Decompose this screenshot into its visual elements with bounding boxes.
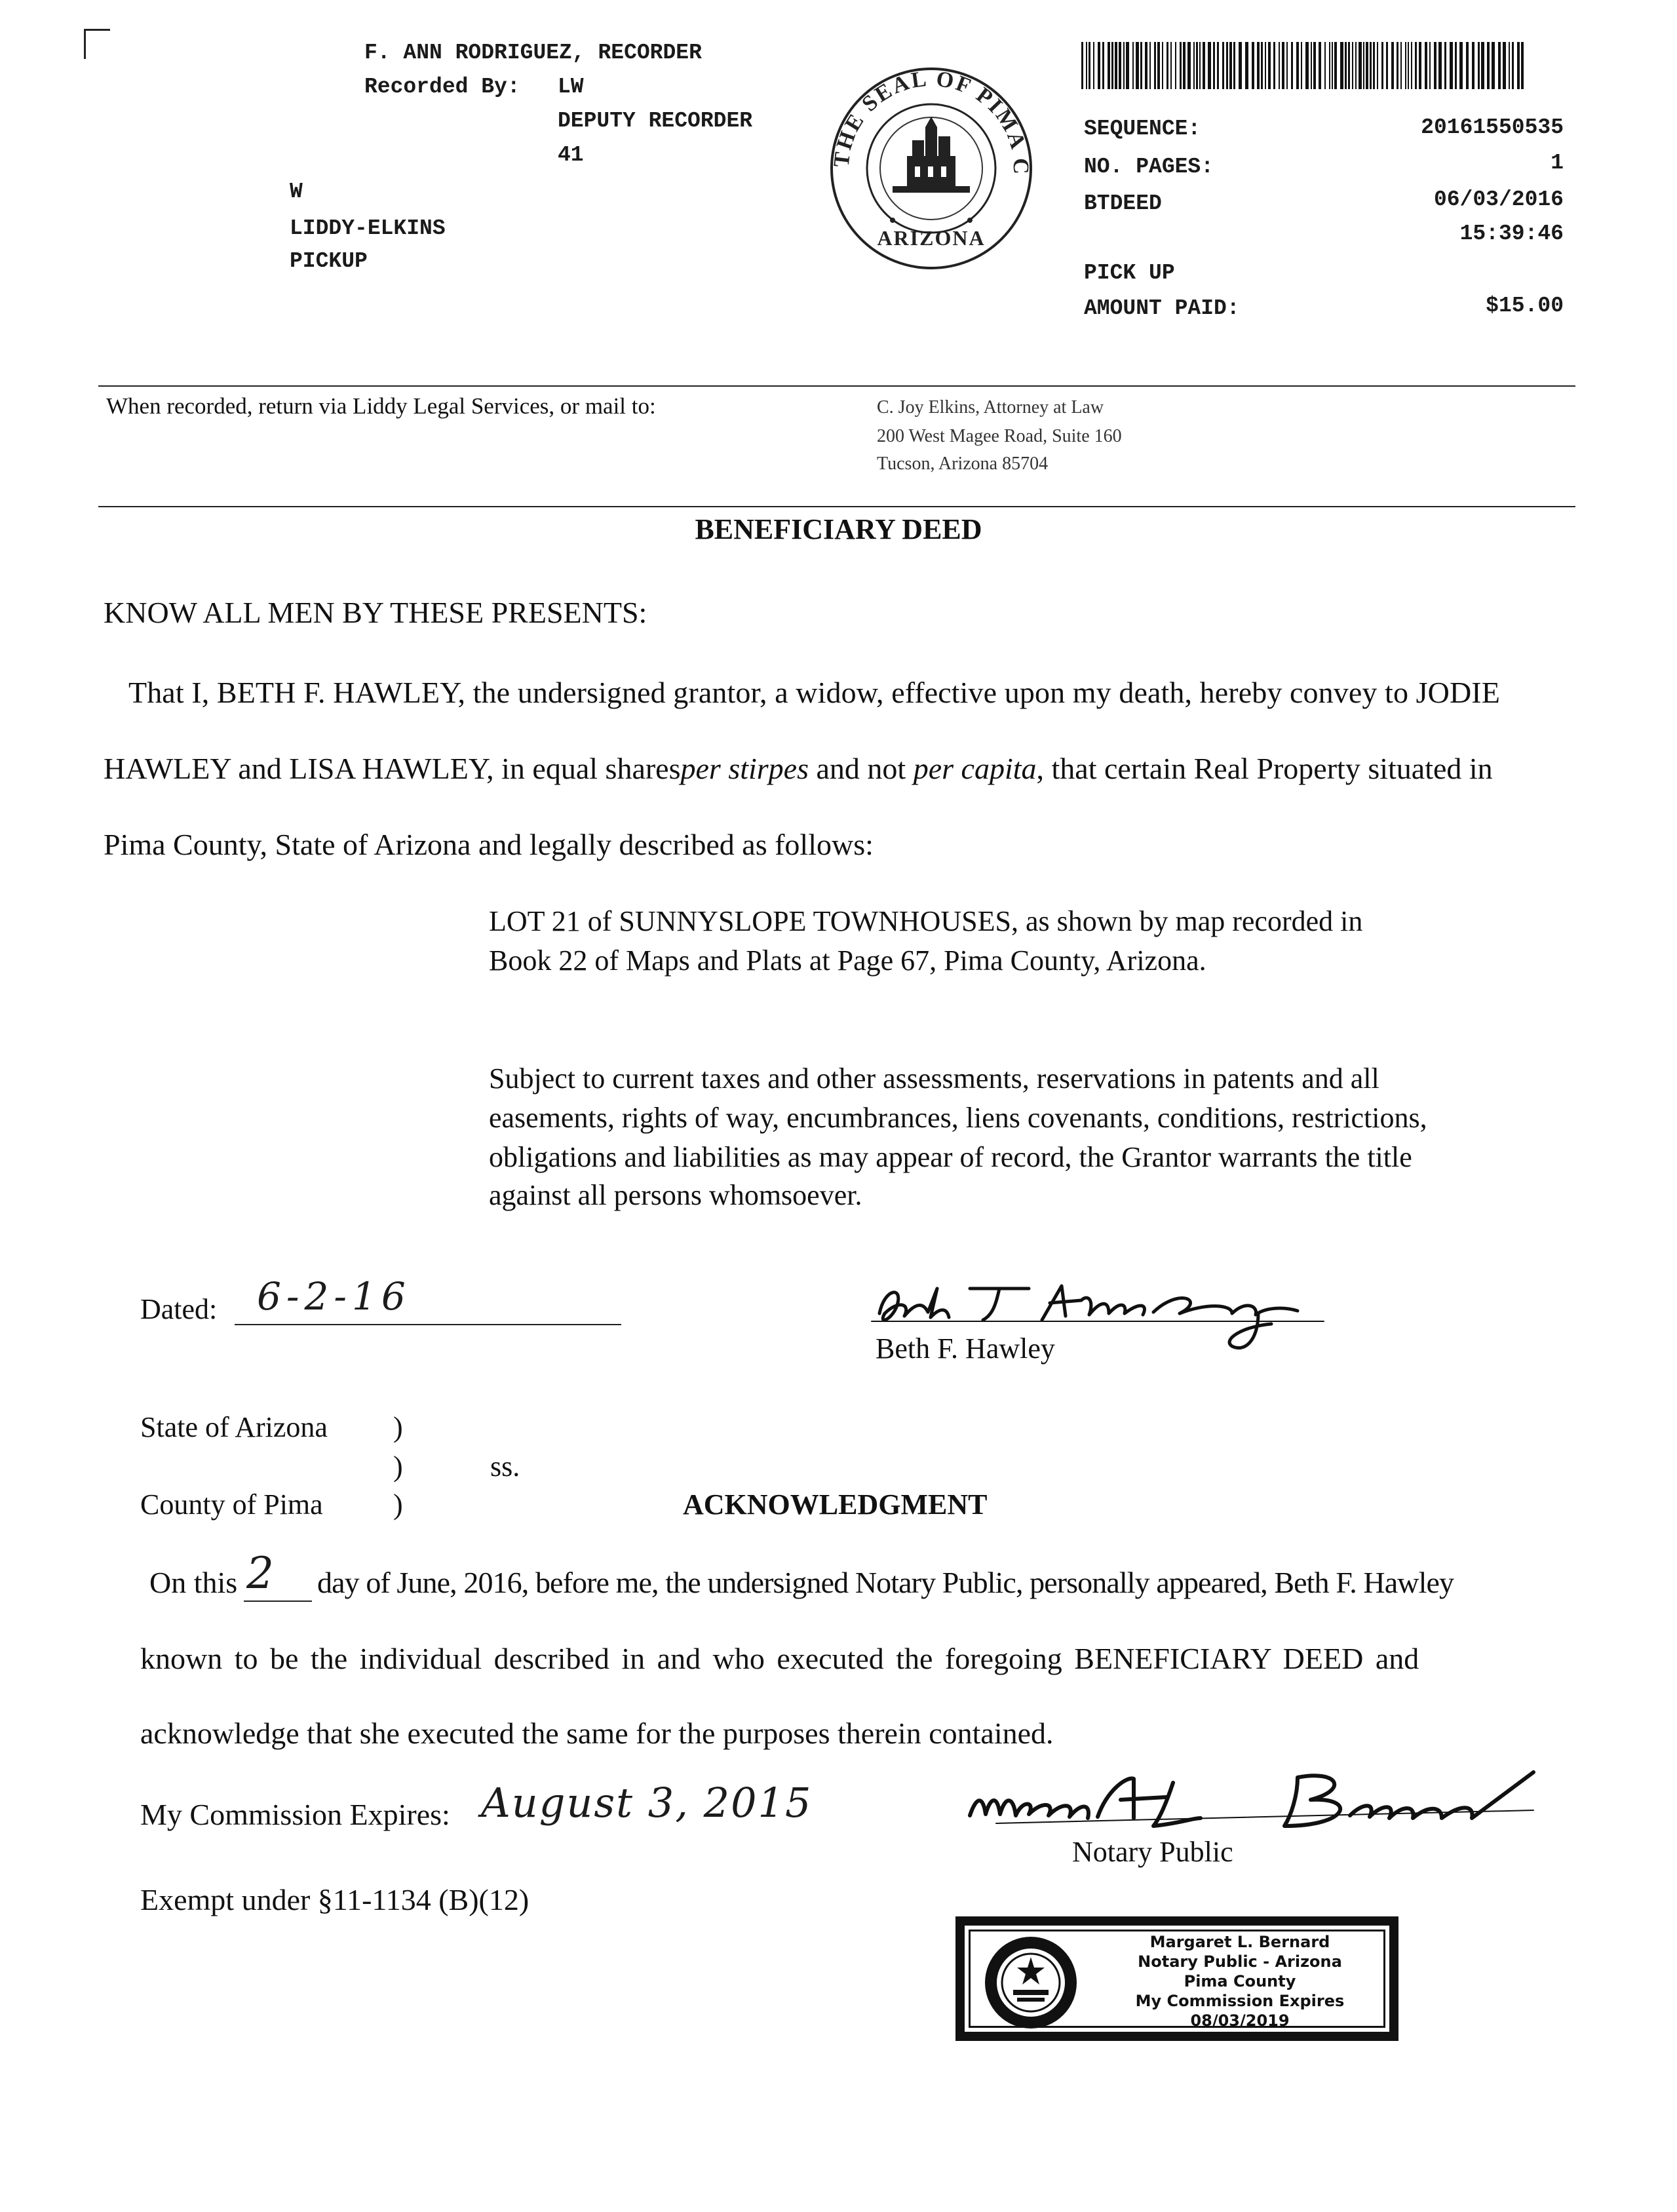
stamp-title: Notary Public - Arizona — [1138, 1952, 1342, 1971]
legal-description-line2: Book 22 of Maps and Plats at Page 67, Pima County, Arizona. — [489, 944, 1206, 977]
county-label: County of Pima — [140, 1488, 323, 1521]
ack-line2: known to be the individual described in and who executed the foregoing BENEFICIARY DEED and — [140, 1642, 1419, 1675]
dated-value: 6-2-16 — [257, 1274, 411, 1319]
subject-line4: against all persons whomsoever. — [489, 1179, 862, 1211]
return-address-line2: 200 West Magee Road, Suite 160 — [877, 426, 1122, 446]
commission-label: My Commission Expires: — [140, 1798, 450, 1831]
pages-label: NO. PAGES: — [1084, 155, 1214, 179]
subject-line3: obligations and liabilities as may appear of record, the Grantor warrants the title — [489, 1141, 1412, 1173]
deed-para-line2-a: HAWLEY and LISA HAWLEY, in equal shares — [104, 752, 681, 785]
subject-line2: easements, rights of way, encumbrances, liens covenants, conditions, restrictions, — [489, 1102, 1427, 1134]
state-label: State of Arizona — [140, 1411, 328, 1443]
venue-ss: ss. — [490, 1450, 520, 1483]
header-rule — [98, 385, 1575, 387]
venue-paren-3: ) — [393, 1488, 403, 1521]
legal-description-line1: LOT 21 of SUNNYSLOPE TOWNHOUSES, as shown by map recorded in — [489, 905, 1363, 937]
deed-para-line2-e: , that certain Real Property situated in — [1036, 752, 1493, 785]
recording-time: 15:39:46 — [1459, 222, 1564, 246]
recorded-by-value: LW — [558, 75, 584, 99]
amount-paid-label: AMOUNT PAID: — [1084, 296, 1240, 320]
deputy-number: 41 — [558, 143, 584, 167]
grantor-name: Beth F. Hawley — [876, 1332, 1055, 1365]
svg-text:ARIZONA: ARIZONA — [877, 226, 986, 250]
subject-line1: Subject to current taxes and other assessments, reservations in patents and all — [489, 1062, 1379, 1095]
venue-paren-1: ) — [393, 1411, 403, 1443]
return-address-line1: C. Joy Elkins, Attorney at Law — [877, 397, 1104, 417]
ack-line3: acknowledge that she executed the same for the purposes therein contained. — [140, 1717, 1054, 1750]
recorder-code: W — [290, 180, 303, 204]
sequence-value: 20161550535 — [1421, 115, 1564, 140]
corner-mark — [84, 29, 110, 59]
venue-paren-2: ) — [393, 1450, 403, 1483]
deed-para-line3: Pima County, State of Arizona and legally described as follows: — [104, 828, 874, 861]
recorder-line1: F. ANN RODRIGUEZ, RECORDER — [364, 41, 702, 65]
commission-value: August 3, 2015 — [481, 1779, 813, 1827]
sequence-label: SEQUENCE: — [1084, 117, 1201, 141]
dated-label: Dated: — [140, 1293, 218, 1325]
notary-stamp — [955, 1916, 1398, 2041]
return-rule — [98, 506, 1575, 507]
ack-line1: day of June, 2016, before me, the undersigned Notary Public, personally appeared, Beth F. Hawley — [317, 1566, 1454, 1599]
return-address-line3: Tucson, Arizona 85704 — [877, 454, 1049, 474]
ack-on-this: On this — [149, 1566, 238, 1599]
deed-title: BENEFICIARY DEED — [695, 513, 982, 545]
return-label: When recorded, return via Liddy Legal Services, or mail to: — [106, 393, 656, 419]
notary-stamp-seal — [983, 1935, 1079, 2030]
notary-signature — [957, 1763, 1547, 1861]
deed-para-line1: That I, BETH F. HAWLEY, the undersigned grantor, a widow, effective upon my death, hereby convey to JODIE — [128, 676, 1500, 709]
recorder-party: LIDDY-ELKINS — [290, 216, 446, 241]
stamp-county: Pima County — [1184, 1972, 1296, 1990]
stamp-commission-date: 08/03/2019 — [1190, 2011, 1290, 2030]
dated-underline — [235, 1324, 621, 1325]
deed-para-line2-c: and not — [816, 752, 906, 785]
deputy-recorder: DEPUTY RECORDER — [558, 109, 753, 133]
recording-date: 06/03/2016 — [1433, 187, 1564, 212]
stamp-commission-label: My Commission Expires — [1135, 1992, 1345, 2010]
svg-text:THE SEAL OF PIMA COUNTY: THE SEAL OF PIMA C — [829, 66, 1033, 177]
pima-county-seal — [827, 64, 1035, 273]
acknowledgment-title: ACKNOWLEDGMENT — [683, 1488, 988, 1521]
ack-day-value: 2 — [246, 1548, 274, 1599]
exempt-statement: Exempt under §11-1134 (B)(12) — [140, 1883, 530, 1916]
recorded-by-label: Recorded By: — [364, 75, 520, 99]
amount-paid-value: $15.00 — [1486, 294, 1564, 318]
deed-opening: KNOW ALL MEN BY THESE PRESENTS: — [104, 596, 647, 629]
per-capita: per capita — [913, 752, 1037, 785]
per-stirpes: per stirpes — [680, 752, 809, 785]
recorder-delivery: PICKUP — [290, 249, 368, 273]
document-type: BTDEED — [1084, 191, 1162, 216]
recording-barcode — [1081, 42, 1527, 89]
stamp-name: Margaret L. Bernard — [1149, 1933, 1330, 1951]
deed-para-line2 — [104, 751, 1493, 786]
pages-value: 1 — [1551, 151, 1564, 175]
ack-day-underline — [244, 1601, 312, 1602]
pickup-label: PICK UP — [1084, 261, 1175, 285]
notary-public-label: Notary Public — [1072, 1836, 1233, 1868]
